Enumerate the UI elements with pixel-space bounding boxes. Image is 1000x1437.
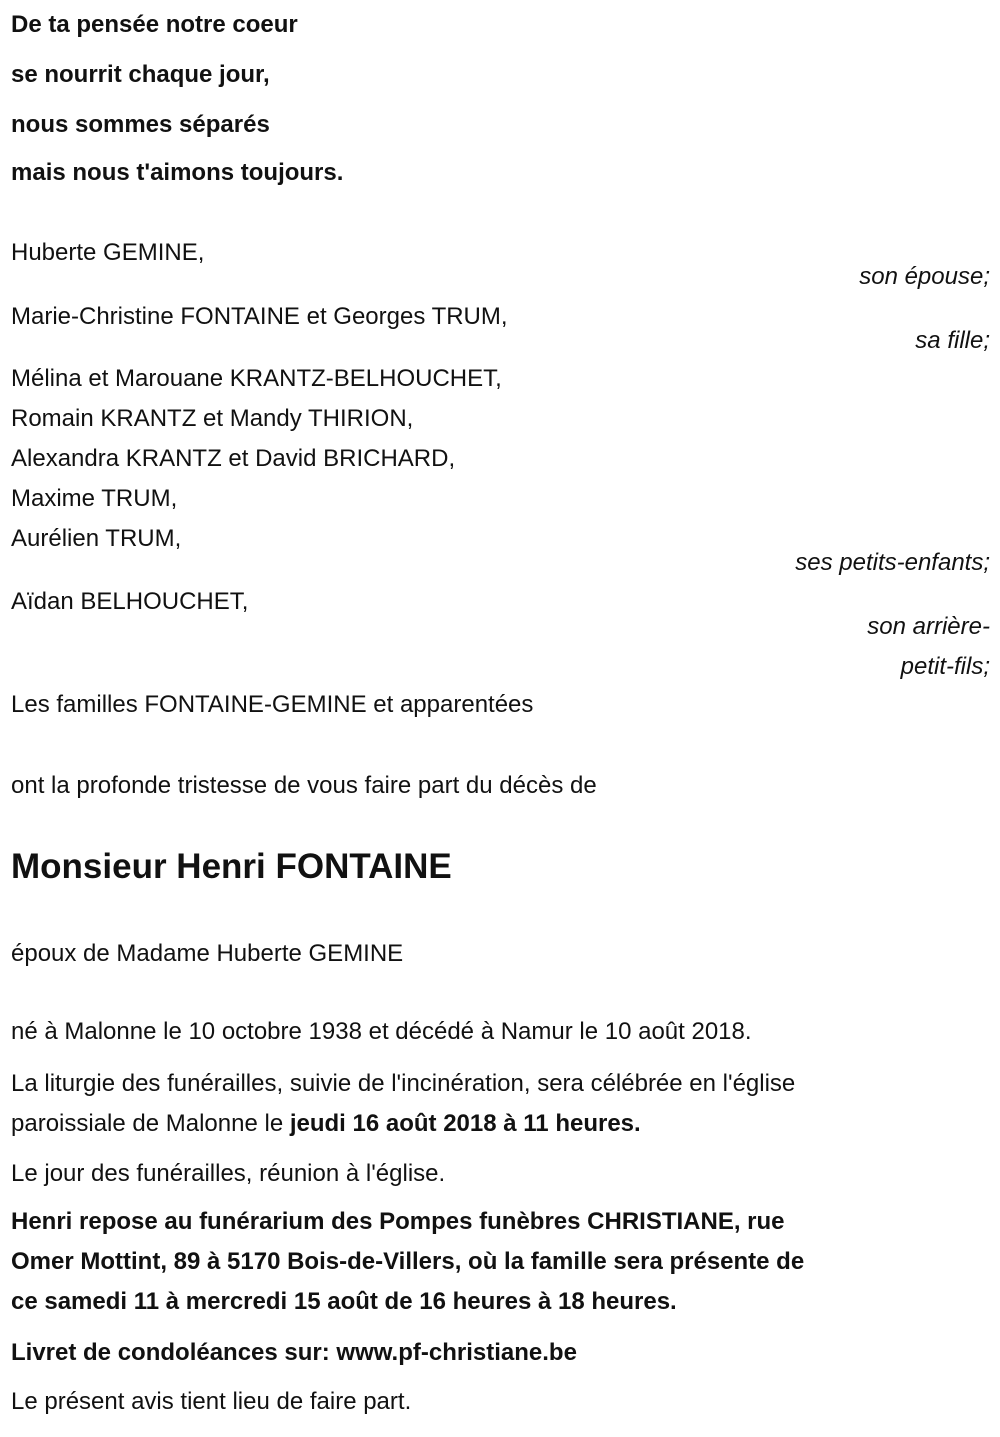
poem-line: mais nous t'aimons toujours. [11, 159, 344, 186]
role-great-grandson: son arrière- [867, 613, 990, 640]
deceased-name: Monsieur Henri FONTAINE [11, 847, 452, 886]
grandchild: Aurélien TRUM, [11, 525, 182, 552]
family-daughter: Marie-Christine FONTAINE et Georges TRUM, [11, 303, 508, 330]
role-grandchildren: ses petits-enfants; [795, 549, 990, 576]
rest-line: Omer Mottint, 89 à 5170 Bois-de-Villers, où la famille sera présente de [11, 1248, 805, 1275]
condolences: Livret de condoléances sur: www.pf-christiane.be [11, 1339, 577, 1366]
role-daughter: sa fille; [915, 327, 990, 354]
role-great-grandson: petit-fils; [900, 653, 990, 680]
great-grandson: Aïdan BELHOUCHET, [11, 588, 249, 615]
grandchild: Mélina et Marouane KRANTZ-BELHOUCHET, [11, 365, 502, 392]
liturgy-text: paroissiale de Malonne le [11, 1110, 290, 1137]
poem-line: De ta pensée notre coeur [11, 11, 298, 38]
grandchild: Maxime TRUM, [11, 485, 178, 512]
liturgy-date: jeudi 16 août 2018 à 11 heures. [289, 1110, 641, 1137]
liturgy-line [11, 1109, 641, 1139]
families: Les familles FONTAINE-GEMINE et apparentées [11, 691, 534, 718]
closing: Le présent avis tient lieu de faire part. [11, 1388, 412, 1415]
birth-death: né à Malonne le 10 octobre 1938 et décédé à Namur le 10 août 2018. [11, 1018, 752, 1045]
grandchild: Alexandra KRANTZ et David BRICHARD, [11, 445, 456, 472]
announcement: ont la profonde tristesse de vous faire part du décès de [11, 772, 597, 799]
liturgy-line: La liturgie des funérailles, suivie de l'incinération, sera célébrée en l'église [11, 1070, 796, 1097]
spouse-line: époux de Madame Huberte GEMINE [11, 940, 404, 967]
family-wife: Huberte GEMINE, [11, 239, 205, 266]
poem-line: nous sommes séparés [11, 111, 270, 138]
rest-line: Henri repose au funérarium des Pompes funèbres CHRISTIANE, rue [11, 1208, 785, 1235]
grandchild: Romain KRANTZ et Mandy THIRION, [11, 405, 414, 432]
meeting: Le jour des funérailles, réunion à l'église. [11, 1160, 446, 1187]
poem-line: se nourrit chaque jour, [11, 61, 270, 88]
role-wife: son épouse; [859, 263, 990, 290]
rest-line: ce samedi 11 à mercredi 15 août de 16 heures à 18 heures. [11, 1288, 677, 1315]
